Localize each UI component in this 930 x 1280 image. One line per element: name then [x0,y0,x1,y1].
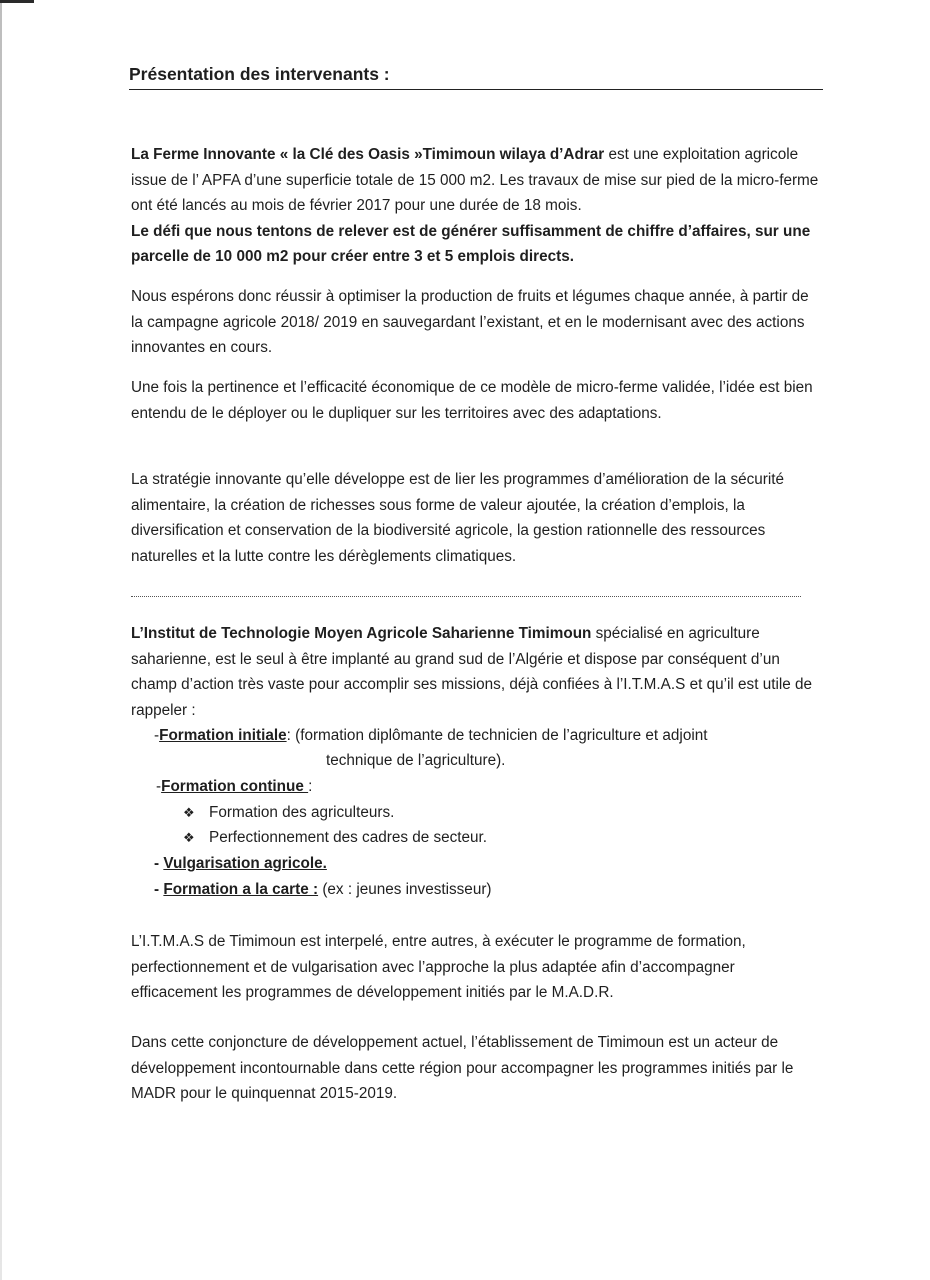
diamond-bullet-icon: ❖ [183,805,195,820]
formation-continue-label: Formation continue [161,778,309,795]
institut-mission-text: L’I.T.M.A.S de Timimoun est interpelé, entre autres, à exécuter le programme de formation, perfectionnement et de vulgarisation avec l’approche la plus adaptée afin d’accompagner efficacement les programmes de développement initiés par le M.A.D.R. [131,933,746,1001]
mission-formation-continue [156,774,312,800]
institut-description: spécialisé en agriculture saharienne, est le seul à être implanté au grand sud de l’Algérie et dispose par conséquent d’un champ d’action très vaste pour accomplir ses missions, déjà confiées à l’I.T.M.A.S et qu’il est utile de rappeler : [131,625,813,719]
ferme-name: La Ferme Innovante « la Clé des Oasis »Timimoun wilaya d’Adrar [131,146,605,163]
institut-paragraph-2 [131,929,823,1006]
scan-edge [0,0,2,1280]
ferme-challenge-text: Le défi que nous tentons de relever est de générer suffisamment de chiffre d’affaires, sur une parcelle de 10 000 m2 pour créer entre 3 et 5 emplois directs. [131,222,811,265]
ferme-objectives-text: Nous espérons donc réussir à optimiser la production de fruits et légumes chaque année, à partir de la campagne agricole 2018/ 2019 en sauvegardant l’existant, et en le modernisant avec des actions innovantes en cours. [131,288,809,356]
ferme-challenge [131,219,823,270]
institut-name: L’Institut de Technologie Moyen Agricole Saharienne Timimoun [131,625,592,642]
vulgarisation-label: Vulgarisation agricole. [163,855,327,872]
ferme-paragraph-4 [131,467,823,569]
dash: - [154,855,164,872]
formation-initiale-text: : (formation diplômante de technicien de l’agriculture et adjoint [286,727,708,744]
ferme-paragraph-2 [131,284,823,361]
scan-corner-mark [0,0,34,3]
institut-intro [131,621,823,723]
formation-initiale-label: Formation initiale [159,727,287,744]
ferme-intro-paragraph [131,142,823,270]
ferme-intro [131,142,823,219]
dotted-separator [131,594,801,597]
continue-item-text: Perfectionnement des cadres de secteur. [209,829,488,846]
page-heading: Présentation des intervenants : [129,62,823,90]
mission-vulgarisation [154,851,327,877]
document-page [129,62,823,1102]
colon: : [308,778,313,795]
ferme-description: est une exploitation agricole issue de l’ APFA d’une superficie totale de 15 000 m2. Les travaux de mise sur pied de la micro-ferme ont été lancés au mois de février 2017 pour une durée de 18 mois. [131,146,819,214]
continue-item-text: Formation des agriculteurs. [209,804,395,821]
ferme-strategy-text: La stratégie innovante qu’elle développe est de lier les programmes d’amélioration de la sécurité alimentaire, la création de richesses sous forme de valeur ajoutée, la création d’emplois, la diversification et conservation de la biodiversité agricole, la gestion rationnelle des ressources naturelles et la lutte contre les dérèglements climatiques. [131,471,785,565]
institut-role-text: Dans cette conjoncture de développement actuel, l’établissement de Timimoun est un acteur de développement incontournable dans cette région pour accompagner les programmes initiés par le MADR pour le quinquennat 2015-2019. [131,1034,794,1102]
continue-item [183,825,487,851]
formation-carte-label: Formation a la carte : [163,881,319,898]
formation-carte-text: (ex : jeunes investisseur) [318,881,492,898]
dash: - [156,778,162,795]
dash: - [154,881,164,898]
ferme-paragraph-3 [131,375,823,426]
dash: - [154,727,160,744]
formation-initiale-text-cont: technique de l’agriculture). [326,752,506,769]
diamond-bullet-icon: ❖ [183,830,195,845]
mission-formation-carte [154,877,492,903]
ferme-deployment-text: Une fois la pertinence et l’efficacité économique de ce modèle de micro-ferme validée, l’idée est bien entendu de le déployer ou le dupliquer sur les territoires avec des adaptations. [131,379,813,422]
mission-formation-initiale-cont [326,748,505,774]
continue-item [183,800,394,826]
institut-intro-paragraph [131,621,823,723]
mission-formation-initiale [154,723,708,749]
institut-paragraph-3 [131,1030,823,1107]
